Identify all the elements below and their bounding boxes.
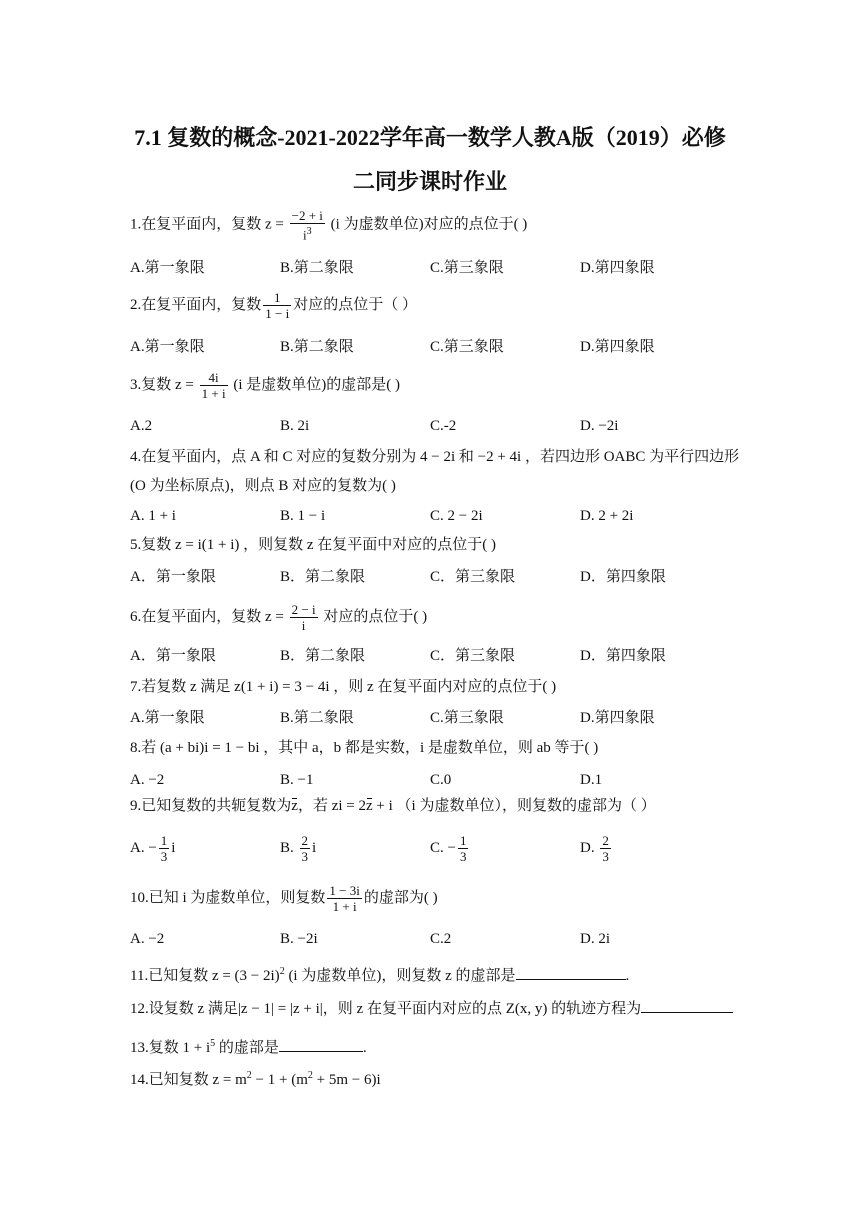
q6-option-c: C．第三象限 [430, 648, 516, 664]
q5-option-d: D．第四象限 [580, 569, 666, 585]
q7-option-a: A.第一象限 [130, 710, 205, 726]
fraction: $\frac{1 - 3i}{1 + i}$ [329, 883, 360, 914]
q9-option-b: B. $\frac{2}{3}$ i [280, 833, 317, 864]
question-5: 5.复数 z = i(1 + i) ，则复数 z 在复平面中对应的点位于( ) [130, 537, 497, 553]
document-title-line-2: 二同步课时作业 [352, 169, 507, 194]
q3-option-c: C.-2 [430, 418, 457, 434]
q4-option-a: A. 1 + i [130, 508, 176, 524]
q8-option-a: A. −2 [130, 772, 165, 788]
fraction: $\frac{-2 + i}{i^3}$ [291, 208, 323, 243]
answer-blank[interactable] [516, 965, 626, 980]
q10-option-a: A. −2 [130, 931, 165, 947]
question-4-line-1: 4.在复平面内，点 A 和 C 对应的复数分别为 4 − 2i 和 −2 + 4i ，若四边形 OABC 为平行四边形 [130, 449, 740, 465]
q3-option-d: D. −2i [580, 418, 619, 434]
q8-option-d: D.1 [580, 772, 603, 788]
q5-option-a: A．第一象限 [130, 569, 216, 585]
question-1: 1.在复平面内，复数 z = $\frac{-2 + i}{i^3}$ (i 为虚数单位)对应的点位于( ) [130, 208, 528, 243]
q10-option-b: B. −2i [280, 931, 318, 947]
q1-option-d: D.第四象限 [580, 260, 655, 276]
q5-option-b: B．第二象限 [280, 569, 366, 585]
q10-option-d: D. 2i [580, 931, 610, 947]
question-12: 12.设复数 z 满足|z − 1| = |z + i|，则 z 在复平面内对应的点 Z(x, y) 的轨迹方程为 [130, 998, 733, 1019]
q8-option-b: B. −1 [280, 772, 314, 788]
q4-option-c: C. 2 − 2i [430, 508, 483, 524]
q9-option-d: D. $\frac{2}{3}$ [580, 833, 609, 864]
q6-option-a: A．第一象限 [130, 648, 216, 664]
document-title-line-1: 7.1 复数的概念-2021-2022学年高一数学人教A版（2019）必修 [134, 125, 726, 150]
q6-option-d: D．第四象限 [580, 648, 666, 664]
question-13: 13.复数 $1 + i^5$ 的虚部是 . [130, 1038, 367, 1056]
question-4-line-2: (O 为坐标原点)，则点 B 对应的复数为( ) [130, 478, 396, 494]
q9-option-c: C. − $\frac{1}{3}$ [430, 833, 467, 864]
answer-blank[interactable] [279, 1037, 363, 1052]
conjugate-z: z [291, 798, 298, 814]
question-14: 14.已知复数 $z = m^2 - 1 + (m^2 + 5m - 6)i$ [130, 1070, 381, 1088]
answer-blank[interactable] [641, 998, 733, 1013]
conjugate-z: z [365, 798, 373, 814]
q10-option-c: C.2 [430, 931, 452, 947]
q4-option-d: D. 2 + 2i [580, 508, 634, 524]
q1-option-a: A.第一象限 [130, 260, 205, 276]
question-10: 10.已知 i 为虚数单位，则复数 $\frac{1 - 3i}{1 + i}$ 的虚部为( ) [130, 883, 438, 914]
q9-option-a: A. − $\frac{1}{3}$ i [130, 833, 176, 864]
question-8: 8.若 (a + bi)i = 1 − bi ，其中 a，b 都是实数，i 是虚数单位，则 ab 等于( ) [130, 740, 599, 756]
question-2: 2.在复平面内，复数 $\frac{1}{1 - i}$ 对应的点位于（ ） [130, 290, 417, 321]
q2-option-b: B.第二象限 [280, 339, 354, 355]
question-11: 11.已知复数 $z = (3 - 2i)^2$ (i 为虚数单位)，则复数 z 的虚部是 . [130, 966, 630, 984]
q5-option-c: C．第三象限 [430, 569, 516, 585]
q7-option-d: D.第四象限 [580, 710, 655, 726]
question-6: 6.在复平面内，复数 z = $\frac{2 - i}{i}$ 对应的点位于( ) [130, 602, 428, 633]
q6-option-b: B．第二象限 [280, 648, 366, 664]
q1-option-c: C.第三象限 [430, 260, 504, 276]
fraction: $\frac{1}{1 - i}$ [265, 290, 290, 321]
q8-option-c: C.0 [430, 772, 452, 788]
fraction: $\frac{2 - i}{i}$ [291, 602, 316, 633]
q3-option-b: B. 2i [280, 418, 310, 434]
question-7: 7.若复数 z 满足 z(1 + i) = 3 − 4i ，则 z 在复平面内对应的点位于( ) [130, 679, 557, 695]
q7-option-c: C.第三象限 [430, 710, 504, 726]
q2-option-d: D.第四象限 [580, 339, 655, 355]
question-3: 3.复数 z = $\frac{4i}{1 + i}$ (i 是虚数单位)的虚部是( ) [130, 370, 400, 401]
q2-option-a: A.第一象限 [130, 339, 205, 355]
q1-option-b: B.第二象限 [280, 260, 354, 276]
q3-option-a: A.2 [130, 418, 153, 434]
fraction: $\frac{4i}{1 + i}$ [201, 370, 226, 401]
q7-option-b: B.第二象限 [280, 710, 354, 726]
q2-option-c: C.第三象限 [430, 339, 504, 355]
q4-option-b: B. 1 − i [280, 508, 326, 524]
question-9: 9.已知复数的共轭复数为z，若 zi = 2z + i （i 为虚数单位），则复数的虚部为（ ） [130, 798, 656, 814]
